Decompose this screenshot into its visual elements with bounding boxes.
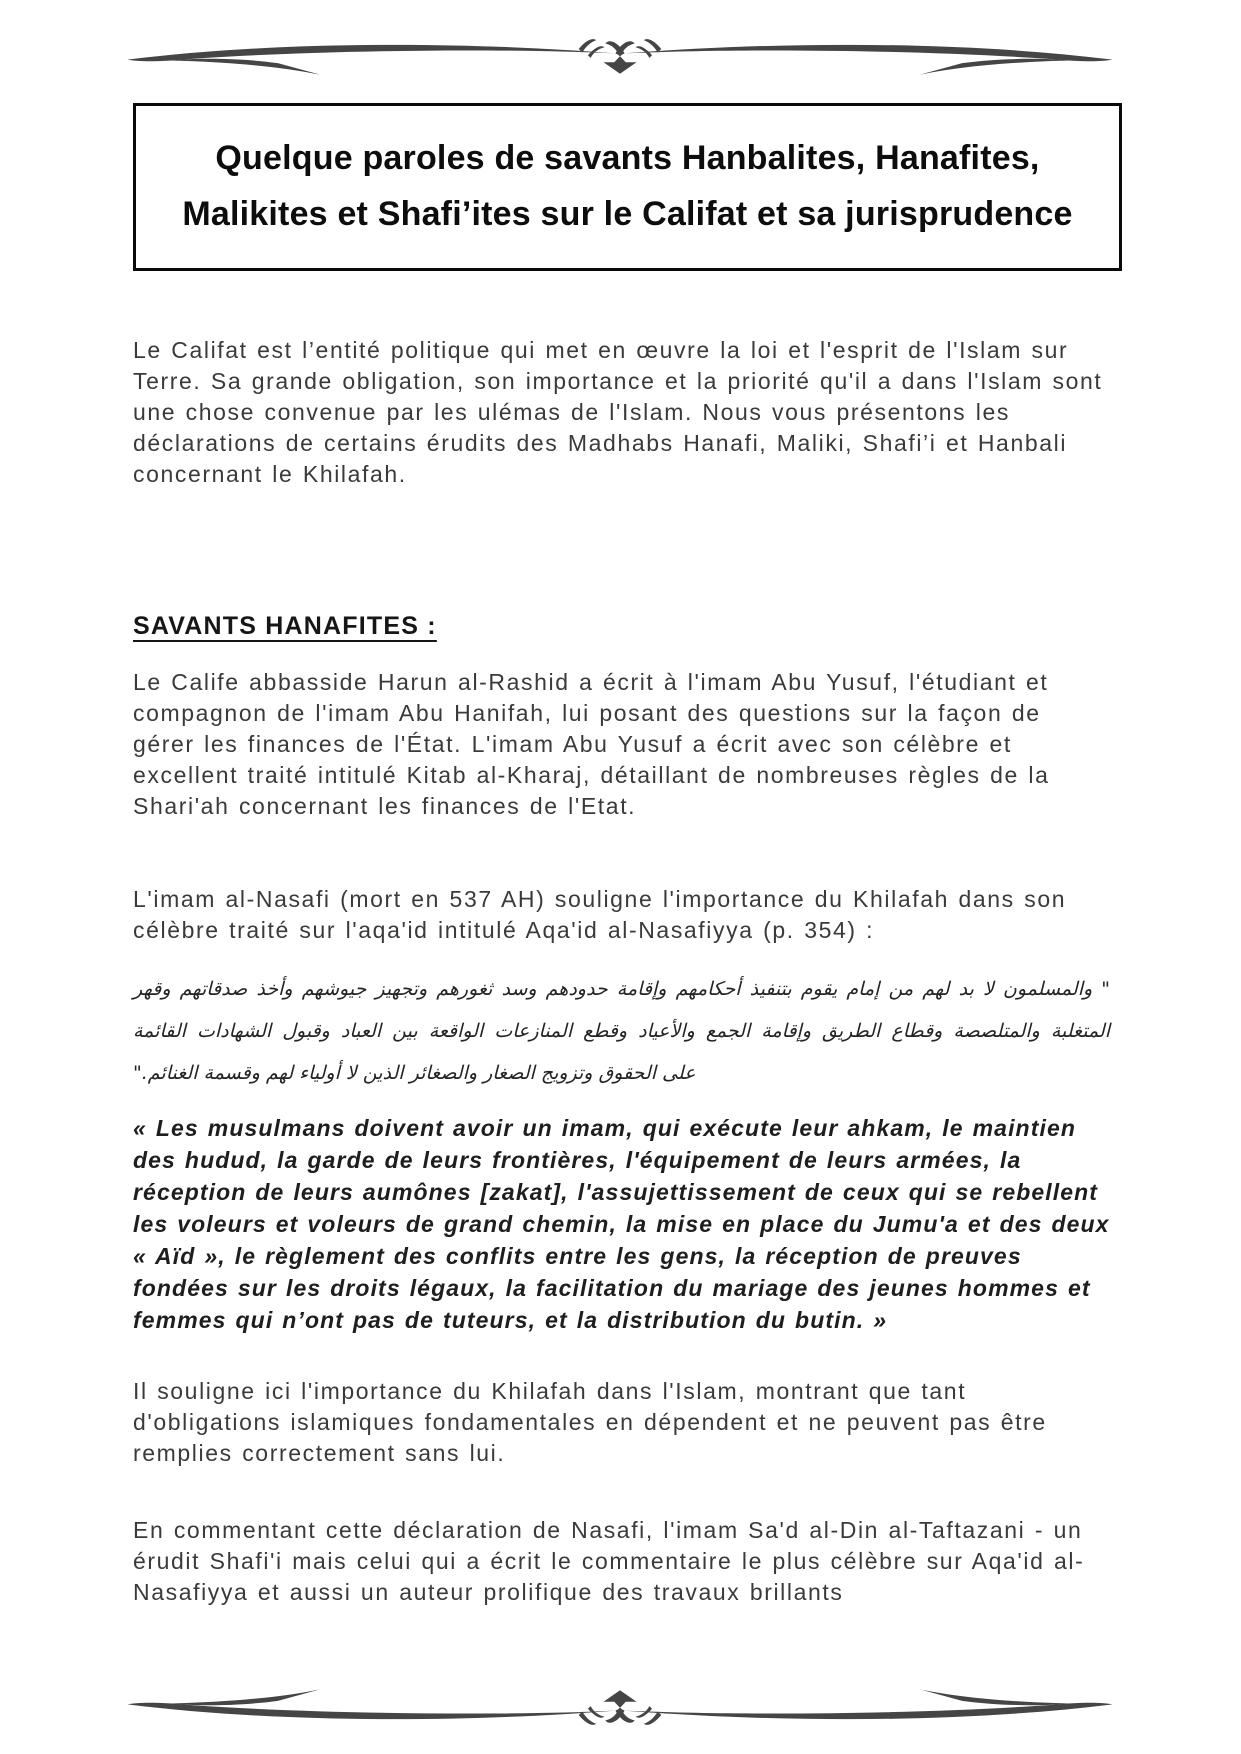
paragraph-al-nasafi: L'imam al-Nasafi (mort en 537 AH) souligne l'importance du Khilafah dans son célèbre traité sur l'aqa'id intitulé Aqa'id al-Nasafiyya (p. 354) :	[133, 886, 1067, 943]
section-heading: SAVANTS HANAFITES :	[133, 612, 437, 640]
document-content	[133, 0, 1110, 1608]
paragraph-harun-al-rashid: Le Calife abbasside Harun al-Rashid a écrit à l'imam Abu Yusuf, l'étudiant et compagnon de l'imam Abu Hanifah, lui posant des questions sur la façon de gérer les finances de l'État. L'imam Abu Yusuf a écrit avec son célèbre et excellent traité intitulé Kitab al-Kharaj, détaillant de nombreuses règles de la Shari'ah concernant les finances de l'Etat.	[133, 669, 1050, 819]
arabic-quote-line-1: " والمسلمون لا بد لهم من إمام يقوم بتنفيذ أحكامهم وإقامة حدودهم وسد ثغورهم وتجهيز جيوشهم وأخذ صدقاتهم وقهر	[133, 978, 1110, 1000]
arabic-quote-line-3: على الحقوق وتزويج الصغار والصغائر الذين لا أولياء لهم وقسمة الغنائم."	[133, 1062, 696, 1084]
paragraph-commentary: Il souligne ici l'importance du Khilafah dans l'Islam, montrant que tant d'obligations islamiques fondamentales en dépendent et ne peuvent pas être remplies correctement sans lui.	[133, 1378, 1047, 1466]
paragraph-taftazani: En commentant cette déclaration de Nasafi, l'imam Sa'd al-Din al-Taftazani - un érudit Shafi'i mais celui qui a écrit le commentaire le plus célèbre sur Aqa'id al-Nasafiyya et aussi un auteur prolifique des travaux brillants	[133, 1517, 1085, 1605]
translation-quote: « Les musulmans doivent avoir un imam, qui exécute leur ahkam, le maintien des hudud, la garde de leurs frontières, l'équipement de leurs armées, la réception de leurs aumônes [zakat], l'assujettissement de ceux qui se rebellent les voleurs et voleurs de grand chemin, la mise en place du Jumu'a et des deux « Aïd », le règlement des conflits entre les gens, la réception de preuves fondées sur les droits légaux, la facilitation du mariage des jeunes hommes et femmes qui n’ont pas de tuteurs, et la distribution du butin. »	[133, 1115, 1110, 1333]
intro-paragraph: Le Califat est l’entité politique qui met en œuvre la loi et l'esprit de l'Islam sur Terre. Sa grande obligation, son importance et la priorité qu'il a dans l'Islam sont une chose convenue par les ulémas de l'Islam. Nous vous présentons les déclarations de certains érudits des Madhabs Hanafi, Maliki, Shafi’i et Hanbali concernant le Khilafah.	[133, 337, 1103, 487]
arabic-quote	[133, 968, 1110, 1094]
title-box	[133, 103, 1122, 271]
document-title: Quelque paroles de savants Hanbalites, Hanafites, Malikites et Shafi’ites sur le Califat et sa jurisprudence	[182, 139, 1073, 233]
arabic-quote-line-2: المتغلبة والمتلصصة وقطاع الطريق وإقامة الجمع والأعياد وقطع المنازعات الواقعة بين العباد وقبول الشهادات القائمة	[133, 1020, 1110, 1042]
calligraphic-divider-bottom-icon	[120, 1684, 1120, 1746]
